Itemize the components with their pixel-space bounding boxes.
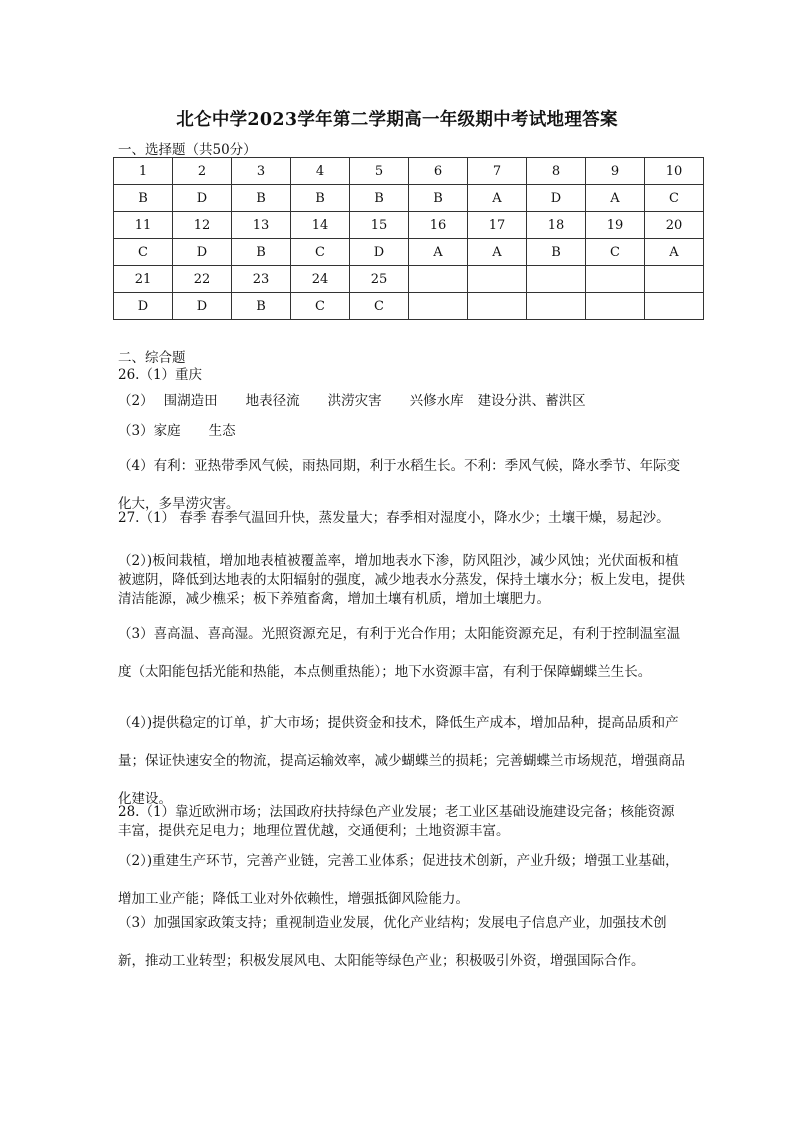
answer-cell: B (350, 185, 409, 212)
answer-cell: C (586, 239, 645, 266)
answer-cell: D (173, 185, 232, 212)
question-number-cell: 11 (114, 212, 173, 239)
question-number-row (114, 212, 704, 239)
question-number-cell (409, 266, 468, 293)
answer-cell: B (291, 185, 350, 212)
answer-cell: B (232, 239, 291, 266)
question-number-cell: 16 (409, 212, 468, 239)
question-number-cell (586, 266, 645, 293)
answer-cell: A (645, 239, 704, 266)
question-number-cell: 14 (291, 212, 350, 239)
question-number-cell: 25 (350, 266, 409, 293)
section-heading-choice: 一、选择题（共50分） (118, 142, 257, 158)
q27-part2: （2）)板间栽植，增加地表植被覆盖率，增加地表水下渗，防风阻沙，减少风蚀；光伏面板和植被遮阴，降低到达地表的太阳辐射的强度，减少地表水分蒸发，保持土壤水分；板上发电，提供清洁能源，减少樵采；板下养殖畜禽，增加土壤有机质，增加土壤肥力。 (118, 553, 685, 607)
page-title: 北仑中学2023学年第二学期高一年级期中考试地理答案 (176, 110, 618, 130)
answer-cell (409, 293, 468, 320)
question-number-row (114, 266, 704, 293)
answer-cell: C (114, 239, 173, 266)
question-number-cell: 3 (232, 158, 291, 185)
question-number-cell: 8 (527, 158, 586, 185)
q26-part2-item: 围湖造田 (163, 393, 218, 409)
section-heading-comprehensive: 二、综合题 (118, 350, 186, 366)
question-number-cell: 24 (291, 266, 350, 293)
answer-cell: D (350, 239, 409, 266)
question-number-cell: 21 (114, 266, 173, 293)
q27-part1: 27.（1） 春季 春季气温回升快，蒸发量大；春季相对湿度小，降水少；土壤干燥，易起沙。 (118, 510, 670, 526)
answer-cell (468, 293, 527, 320)
answer-row (114, 185, 704, 212)
answer-cell: C (645, 185, 704, 212)
q26-part2 (118, 392, 686, 411)
q26-part2-item: 洪涝灾害 (327, 393, 382, 409)
question-number-cell: 12 (173, 212, 232, 239)
q26-part1: 26.（1）重庆 (118, 367, 203, 383)
answer-cell: D (173, 293, 232, 320)
q28-part2: （2）)重建生产环节，完善产业链，完善工业体系；促进技术创新，产业升级；增强工业基础，增加工业产能；降低工业对外依赖性，增强抵御风险能力。 (118, 853, 679, 907)
question-number-cell: 22 (173, 266, 232, 293)
q26-part2-item: 建设分洪、蓄洪区 (477, 393, 586, 409)
question-number-cell (527, 266, 586, 293)
question-number-cell: 1 (114, 158, 173, 185)
q26-part2-item: 地表径流 (245, 393, 300, 409)
answer-cell: B (527, 239, 586, 266)
answer-table (113, 157, 704, 320)
answer-cell: C (291, 239, 350, 266)
answer-cell: D (114, 293, 173, 320)
question-number-cell: 2 (173, 158, 232, 185)
answer-cell (586, 293, 645, 320)
question-number-cell: 9 (586, 158, 645, 185)
question-number-cell: 5 (350, 158, 409, 185)
question-number-cell: 10 (645, 158, 704, 185)
answer-cell: A (468, 239, 527, 266)
question-number-cell: 4 (291, 158, 350, 185)
question-number-cell: 23 (232, 266, 291, 293)
answer-cell: A (468, 185, 527, 212)
q26-part3-item: 生态 (208, 423, 236, 439)
q26-part3 (118, 422, 686, 441)
q27-part3: （3）喜高温、喜高湿。光照资源充足，有利于光合作用；太阳能资源充足，有利于控制温室温度（太阳能包括光能和热能，本点侧重热能）；地下水资源丰富，有利于保障蝴蝶兰生长。 (118, 626, 681, 680)
question-number-cell (645, 266, 704, 293)
answer-cell: B (232, 185, 291, 212)
q26-part2-item: 兴修水库 (409, 393, 464, 409)
answer-cell: D (527, 185, 586, 212)
answer-cell (645, 293, 704, 320)
question-number-cell (468, 266, 527, 293)
answer-cell (527, 293, 586, 320)
q26-part2-label: （2） (118, 393, 154, 409)
question-number-cell: 13 (232, 212, 291, 239)
answer-cell: A (409, 239, 468, 266)
answer-cell: B (232, 293, 291, 320)
q26-part3-label: （3）家庭 (118, 423, 181, 439)
answer-cell: D (173, 239, 232, 266)
q28-part3: （3）加强国家政策支持；重视制造业发展，优化产业结构；发展电子信息产业，加强技术创新，推动工业转型；积极发展风电、太阳能等绿色产业；积极吸引外资，增强国际合作。 (118, 915, 667, 969)
question-number-cell: 19 (586, 212, 645, 239)
question-number-cell: 20 (645, 212, 704, 239)
q28-part1: 28.（1）靠近欧洲市场；法国政府扶持绿色产业发展；老工业区基础设施建设完备；核能资源丰富，提供充足电力；地理位置优越，交通便利；土地资源丰富。 (118, 804, 675, 839)
question-number-cell: 7 (468, 158, 527, 185)
question-number-row (114, 158, 704, 185)
answer-row (114, 293, 704, 320)
question-number-cell: 15 (350, 212, 409, 239)
answer-cell: C (350, 293, 409, 320)
q27-part4: （4）)提供稳定的订单，扩大市场；提供资金和技术，降低生产成本，增加品种，提高品质和产量；保证快速安全的物流，提高运输效率，减少蝴蝶兰的损耗；完善蝴蝶兰市场规范，增强商品化建设。 (118, 715, 685, 807)
answer-cell: A (586, 185, 645, 212)
answer-cell: B (114, 185, 173, 212)
answer-cell: C (291, 293, 350, 320)
q26-part4: （4）有利：亚热带季风气候，雨热同期，利于水稻生长。不利：季风气候，降水季节、年际变化大，多旱涝灾害。 (118, 458, 681, 512)
answer-cell: B (409, 185, 468, 212)
question-number-cell: 17 (468, 212, 527, 239)
question-number-cell: 6 (409, 158, 468, 185)
answer-row (114, 239, 704, 266)
question-number-cell: 18 (527, 212, 586, 239)
